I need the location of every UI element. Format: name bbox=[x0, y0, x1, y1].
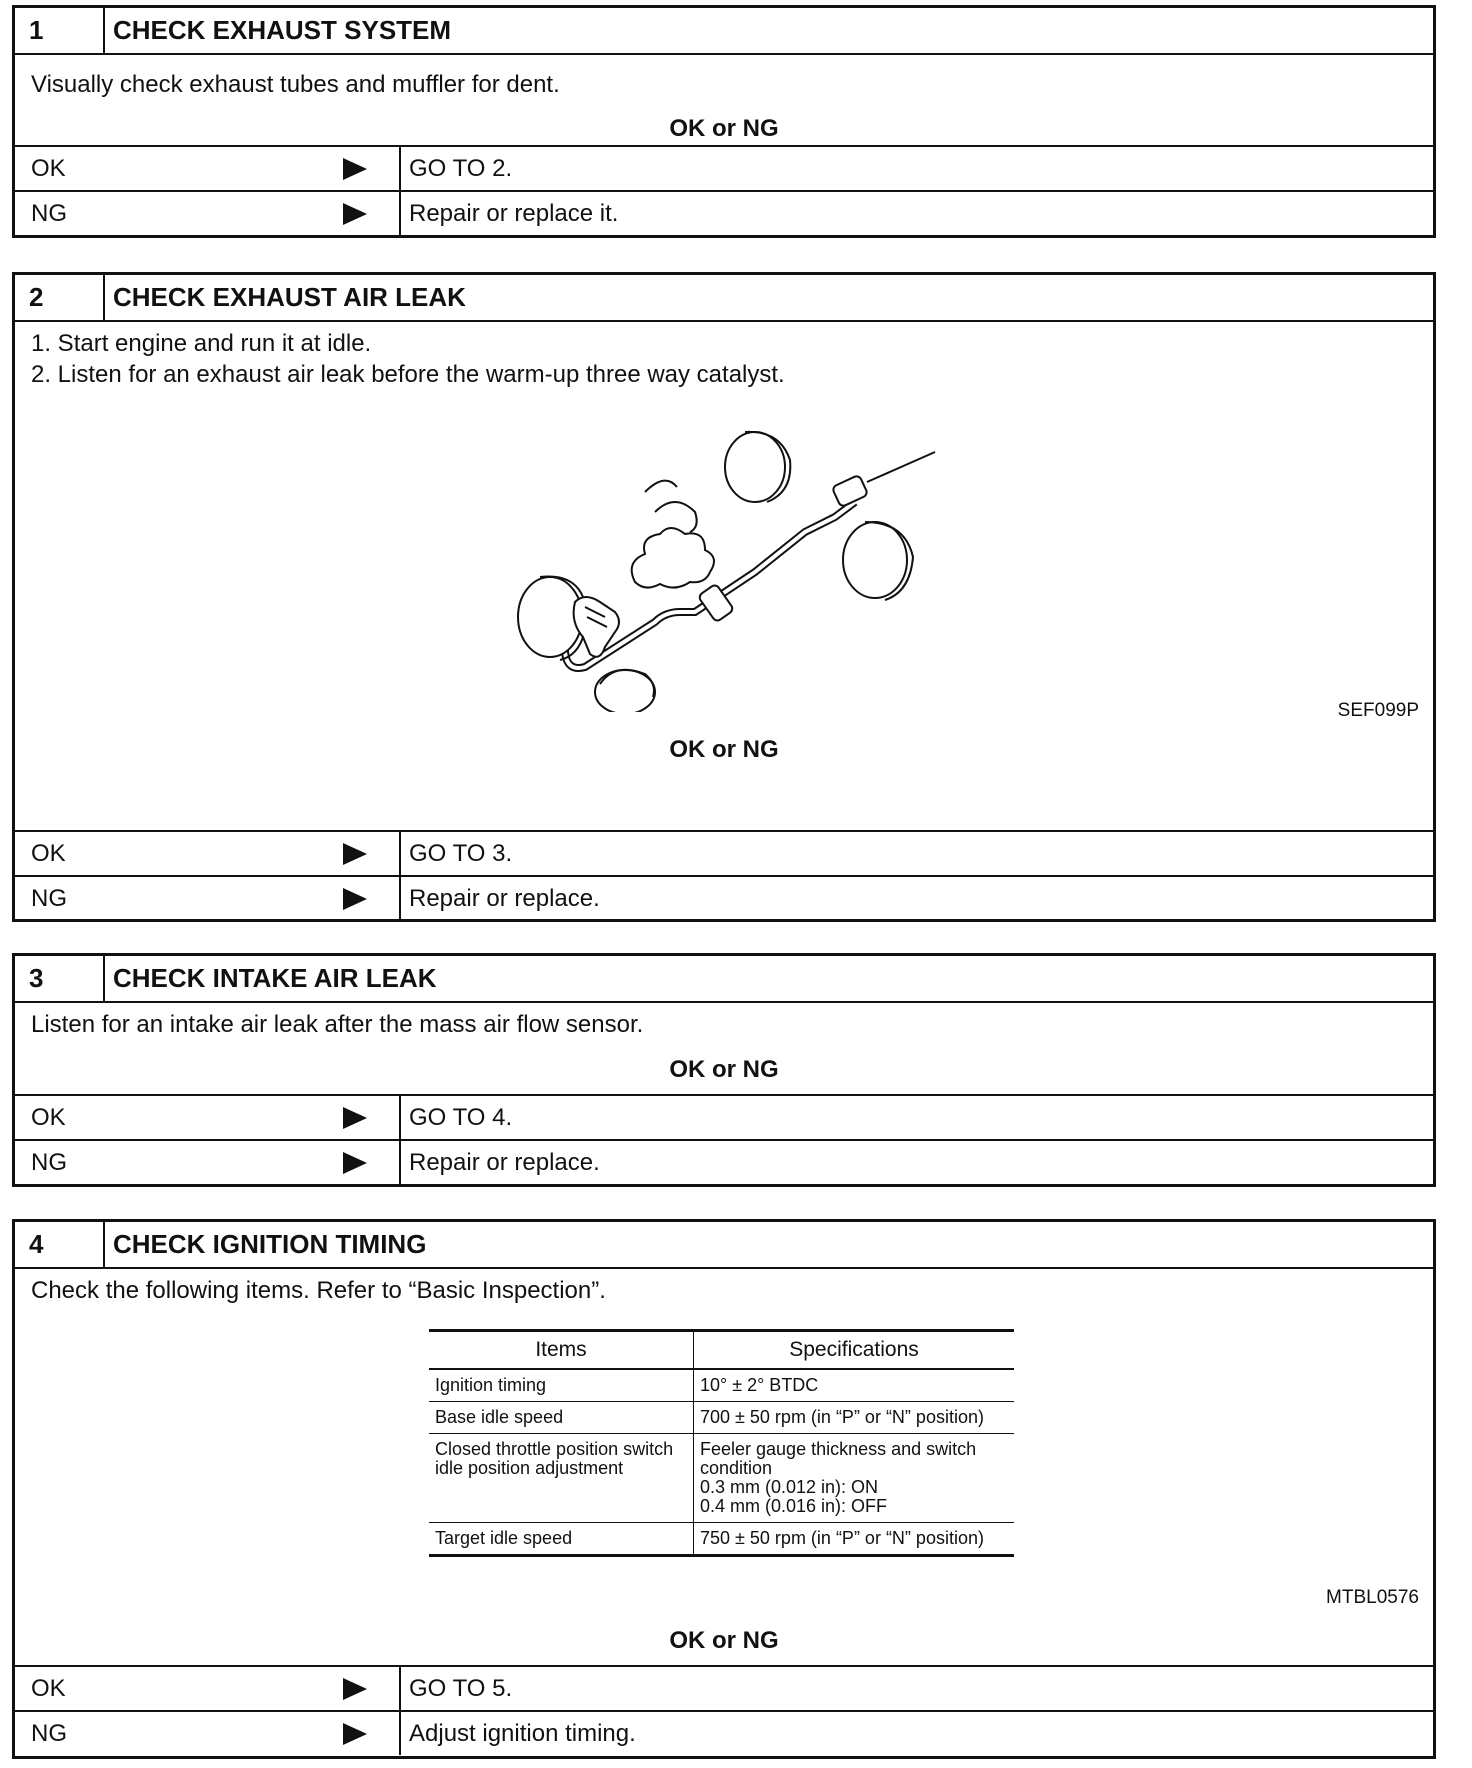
table-cell: Closed throttle position switch idle position adjustment bbox=[429, 1434, 694, 1523]
ok-or-ng-label: OK or NG bbox=[669, 1627, 779, 1654]
step-title: CHECK EXHAUST AIR LEAK bbox=[113, 282, 466, 312]
ok-label: OK bbox=[31, 1674, 66, 1702]
ng-result-row bbox=[15, 875, 1433, 920]
instruction-line: 1. Start engine and run it at idle. bbox=[31, 330, 372, 357]
ng-action: Adjust ignition timing. bbox=[409, 1719, 636, 1747]
ok-result-row bbox=[15, 1667, 1433, 1710]
ng-result-row bbox=[15, 190, 1433, 235]
ok-action: GO TO 4. bbox=[409, 1103, 513, 1131]
ok-action: GO TO 2. bbox=[409, 154, 513, 182]
step-title: CHECK IGNITION TIMING bbox=[113, 1229, 427, 1259]
step-body bbox=[15, 1269, 1433, 1667]
step-header bbox=[15, 275, 1433, 322]
step-number: 2 bbox=[15, 275, 105, 320]
step-number: 3 bbox=[15, 956, 105, 1001]
table-cell: Feeler gauge thickness and switch condition 0.3 mm (0.012 in): ON 0.4 mm (0.016 in): OFF bbox=[694, 1434, 1015, 1523]
step-title: CHECK INTAKE AIR LEAK bbox=[113, 963, 437, 993]
step-header bbox=[15, 8, 1433, 55]
step-header bbox=[15, 956, 1433, 1003]
ok-action: GO TO 5. bbox=[409, 1674, 513, 1702]
ok-result-row bbox=[15, 147, 1433, 190]
ok-or-ng-label: OK or NG bbox=[669, 736, 779, 763]
ok-label: OK bbox=[31, 154, 66, 182]
step-header bbox=[15, 1222, 1433, 1269]
table-header-row bbox=[429, 1331, 1014, 1370]
ng-action: Repair or replace. bbox=[409, 1148, 600, 1176]
column-header: Specifications bbox=[694, 1331, 1015, 1370]
ng-label: NG bbox=[31, 1148, 67, 1176]
instruction-line: Listen for an intake air leak after the mass air flow sensor. bbox=[31, 1011, 644, 1038]
ok-result-row bbox=[15, 832, 1433, 875]
figure-reference: MTBL0576 bbox=[1326, 1587, 1419, 1608]
table-cell: 700 ± 50 rpm (in “P” or “N” position) bbox=[694, 1402, 1015, 1434]
ng-label: NG bbox=[31, 884, 67, 912]
table-cell: Ignition timing bbox=[429, 1369, 694, 1402]
ng-result-row bbox=[15, 1710, 1433, 1755]
instruction-line: Visually check exhaust tubes and muffler for dent. bbox=[31, 71, 560, 98]
step-3-box bbox=[12, 953, 1436, 1187]
table-cell: Target idle speed bbox=[429, 1523, 694, 1556]
step-body bbox=[15, 1003, 1433, 1096]
ng-label: NG bbox=[31, 199, 67, 227]
figure-reference: SEF099P bbox=[1337, 700, 1419, 721]
ok-or-ng-label: OK or NG bbox=[669, 115, 779, 142]
arrow-right-icon bbox=[343, 888, 367, 910]
ok-result-row bbox=[15, 1096, 1433, 1139]
exhaust-leak-illustration bbox=[505, 422, 945, 712]
table-row bbox=[429, 1402, 1014, 1434]
step-number: 4 bbox=[15, 1222, 105, 1267]
step-1-box bbox=[12, 5, 1436, 238]
step-body bbox=[15, 55, 1433, 147]
column-header: Items bbox=[429, 1331, 694, 1370]
ok-label: OK bbox=[31, 839, 66, 867]
table-row bbox=[429, 1434, 1014, 1523]
ok-or-ng-label: OK or NG bbox=[669, 1056, 779, 1083]
arrow-right-icon bbox=[343, 158, 367, 180]
arrow-right-icon bbox=[343, 843, 367, 865]
table-row bbox=[429, 1523, 1014, 1556]
instruction-line: 2. Listen for an exhaust air leak before the warm-up three way catalyst. bbox=[31, 361, 785, 388]
arrow-right-icon bbox=[343, 1678, 367, 1700]
step-4-box bbox=[12, 1219, 1436, 1759]
ok-action: GO TO 3. bbox=[409, 839, 513, 867]
ng-action: Repair or replace. bbox=[409, 884, 600, 912]
ok-label: OK bbox=[31, 1103, 66, 1131]
ng-action: Repair or replace it. bbox=[409, 199, 619, 227]
ng-result-row bbox=[15, 1139, 1433, 1184]
specifications-table bbox=[429, 1329, 1014, 1557]
table-cell: Base idle speed bbox=[429, 1402, 694, 1434]
arrow-right-icon bbox=[343, 1107, 367, 1129]
instruction-line: Check the following items. Refer to “Basic Inspection”. bbox=[31, 1277, 606, 1304]
arrow-right-icon bbox=[343, 1723, 367, 1745]
arrow-right-icon bbox=[343, 203, 367, 225]
step-body bbox=[15, 322, 1433, 832]
table-row bbox=[429, 1369, 1014, 1402]
table-cell: 10° ± 2° BTDC bbox=[694, 1369, 1015, 1402]
table-cell: 750 ± 50 rpm (in “P” or “N” position) bbox=[700, 1528, 984, 1548]
step-title: CHECK EXHAUST SYSTEM bbox=[113, 15, 452, 45]
arrow-right-icon bbox=[343, 1152, 367, 1174]
ng-label: NG bbox=[31, 1719, 67, 1747]
step-2-box bbox=[12, 272, 1436, 922]
step-number: 1 bbox=[15, 8, 105, 53]
